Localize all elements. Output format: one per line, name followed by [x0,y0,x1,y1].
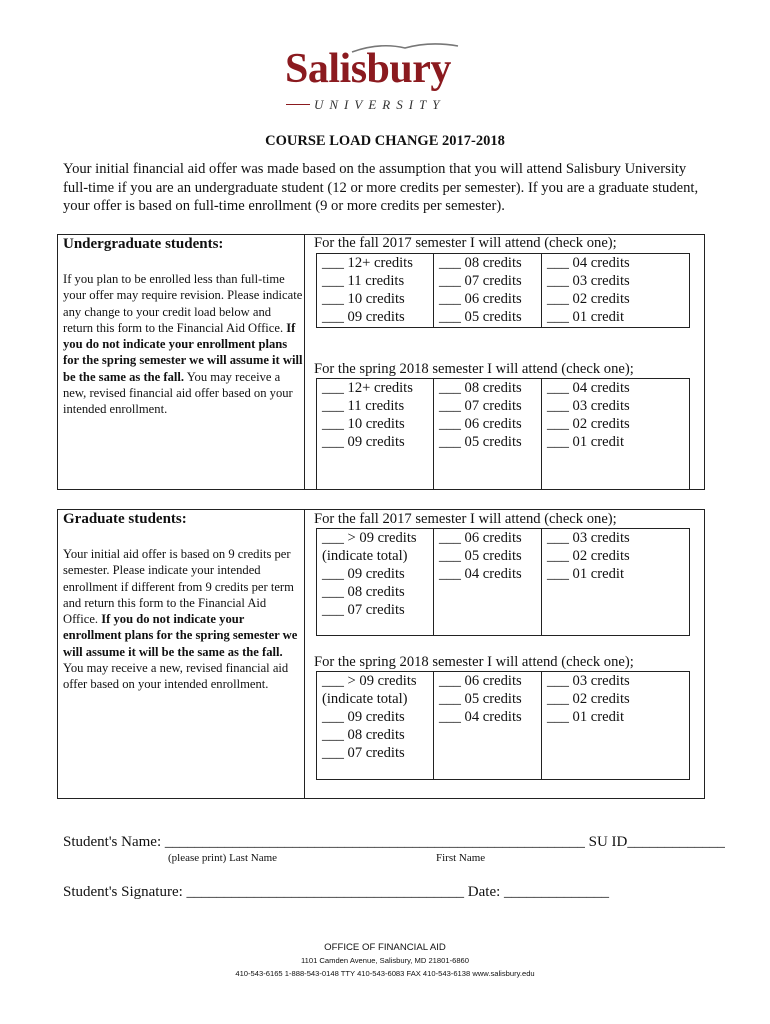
undergraduate-info [58,235,305,489]
gr-spring-option[interactable]: ___ 06 credits [439,673,522,689]
gr-fall-option[interactable]: ___ 04 credits [439,566,522,582]
ug-fall-option[interactable]: ___ 08 credits [439,255,522,271]
page-title: COURSE LOAD CHANGE 2017-2018 [265,133,505,149]
gr-spring-option[interactable]: ___ 01 credit [547,709,625,725]
footer-office: OFFICE OF FINANCIAL AID [324,942,446,953]
last-name-caption: (please print) Last Name [168,852,278,864]
gr-fall-option[interactable]: ___ 06 credits [439,530,522,546]
gr-fall-prompt: For the fall 2017 semester I will attend (check one); [314,511,617,527]
gr-spring-option[interactable]: ___ 05 credits [439,691,522,707]
ug-fall-option[interactable]: ___ 10 credits [322,291,405,307]
logo-wordmark: Salisbury [285,46,451,92]
gr-spring-col-2 [434,672,542,779]
gr-fall-option[interactable]: ___ 08 credits [322,584,405,600]
graduate-heading: Graduate students: [63,511,187,527]
ug-spring-option[interactable]: ___ 07 credits [439,398,522,414]
graduate-description: Your initial aid offer is based on 9 credits per semester. Please indicate your intended enrollment if different from 9 credits per term and return this form to the Financial Aid Office. If you do not indicate your enrollment plans for the spring semester we will assume it will be the same as the fall. You may receive a new, revised financial aid offer based on your intended enrollment. [63,547,298,692]
gr-fall-option[interactable]: ___ 01 credit [547,566,625,582]
gr-spring-prompt: For the spring 2018 semester I will attend (check one); [314,654,634,670]
undergraduate-heading: Undergraduate students: [63,236,224,252]
logo-university: UNIVERSITY [314,97,446,112]
ug-spring-option[interactable]: ___ 09 credits [322,434,405,450]
intro-paragraph: Your initial financial aid offer was made based on the assumption that you will attend Salisbury University full-time if you are an undergraduate student (12 or more credits per semester). If you are a graduate student, your offer is based on full-time enrollment (9 or more credits per semester). [63,161,699,214]
gr-spring-option-note: (indicate total) [322,691,408,707]
gr-spring-option[interactable]: ___ 09 credits [322,709,405,725]
ug-spring-option[interactable]: ___ 11 credits [322,398,405,414]
ug-fall-prompt: For the fall 2017 semester I will attend (check one); [314,235,617,251]
footer-contacts: 410-543-6165 1-888-543-0148 TTY 410-543-6083 FAX 410-543-6138 www.salisbury.edu [235,969,535,978]
ug-spring-option[interactable]: ___ 04 credits [547,380,630,396]
graduate-section [57,509,705,799]
undergraduate-section [57,234,705,490]
gr-spring-option[interactable]: ___ 02 credits [547,691,630,707]
gr-spring-option[interactable]: ___ 04 credits [439,709,522,725]
gr-fall-option[interactable]: ___ 05 credits [439,548,522,564]
gr-spring-option[interactable]: ___ 08 credits [322,727,405,743]
gr-spring-col-1 [317,672,434,779]
ug-spring-col-3 [542,379,689,489]
ug-fall-option[interactable]: ___ 01 credit [547,309,625,325]
gr-fall-option[interactable]: ___ 03 credits [547,530,630,546]
gr-spring-col-3 [542,672,689,779]
ug-spring-options [316,378,690,490]
graduate-info [58,510,305,798]
ug-fall-option[interactable]: ___ 11 credits [322,273,405,289]
salisbury-logo [280,40,490,115]
gr-fall-col-3 [542,529,689,635]
undergraduate-description: If you plan to be enrolled less than full-time your offer may require revision. Please indicate any change to your credit load below and return this form to the Financial Aid Office. If you do not indicate your enrollment plans for the spring semester we will assume it will be the same as the fall. You may receive a new, revised financial aid offer based on your intended enrollment. [63,272,303,417]
ug-fall-option[interactable]: ___ 07 credits [439,273,522,289]
ug-fall-option[interactable]: ___ 03 credits [547,273,630,289]
ug-spring-option[interactable]: ___ 12+ credits [322,380,413,396]
ug-fall-option[interactable]: ___ 05 credits [439,309,522,325]
first-name-caption: First Name [436,852,486,864]
logo-rule [286,104,310,105]
gr-fall-option[interactable]: ___ 02 credits [547,548,630,564]
ug-fall-option[interactable]: ___ 04 credits [547,255,630,271]
gr-spring-options [316,671,690,780]
gr-spring-option[interactable]: ___ 07 credits [322,745,405,761]
student-name-field[interactable]: Student's Name: ________________________________________________________ SU ID_____________ [63,834,725,850]
ug-fall-option[interactable]: ___ 06 credits [439,291,522,307]
ug-spring-option[interactable]: ___ 03 credits [547,398,630,414]
gr-fall-option[interactable]: ___ 09 credits [322,566,405,582]
ug-spring-option[interactable]: ___ 10 credits [322,416,405,432]
ug-fall-col-3 [542,254,689,327]
gr-fall-options [316,528,690,636]
gr-fall-option[interactable]: ___ > 09 credits [322,530,417,546]
ug-spring-option[interactable]: ___ 02 credits [547,416,630,432]
ug-spring-prompt: For the spring 2018 semester I will attend (check one); [314,361,634,377]
ug-fall-option[interactable]: ___ 09 credits [322,309,405,325]
gr-spring-option[interactable]: ___ 03 credits [547,673,630,689]
ug-spring-option[interactable]: ___ 06 credits [439,416,522,432]
ug-spring-option[interactable]: ___ 01 credit [547,434,625,450]
ug-fall-col-1 [317,254,434,327]
ug-spring-col-2 [434,379,542,489]
gr-spring-option[interactable]: ___ > 09 credits [322,673,417,689]
ug-fall-option[interactable]: ___ 12+ credits [322,255,413,271]
ug-spring-col-1 [317,379,434,489]
ug-fall-col-2 [434,254,542,327]
gr-fall-option-note: (indicate total) [322,548,408,564]
gr-fall-col-1 [317,529,434,635]
gr-fall-option[interactable]: ___ 07 credits [322,602,405,618]
ug-spring-option[interactable]: ___ 05 credits [439,434,522,450]
ug-fall-option[interactable]: ___ 02 credits [547,291,630,307]
footer-address: 1101 Camden Avenue, Salisbury, MD 21801-6860 [300,956,469,965]
gr-fall-col-2 [434,529,542,635]
student-signature-field[interactable]: Student's Signature: _____________________________________ Date: ______________ [63,884,610,900]
ug-fall-options [316,253,690,328]
ug-spring-option[interactable]: ___ 08 credits [439,380,522,396]
